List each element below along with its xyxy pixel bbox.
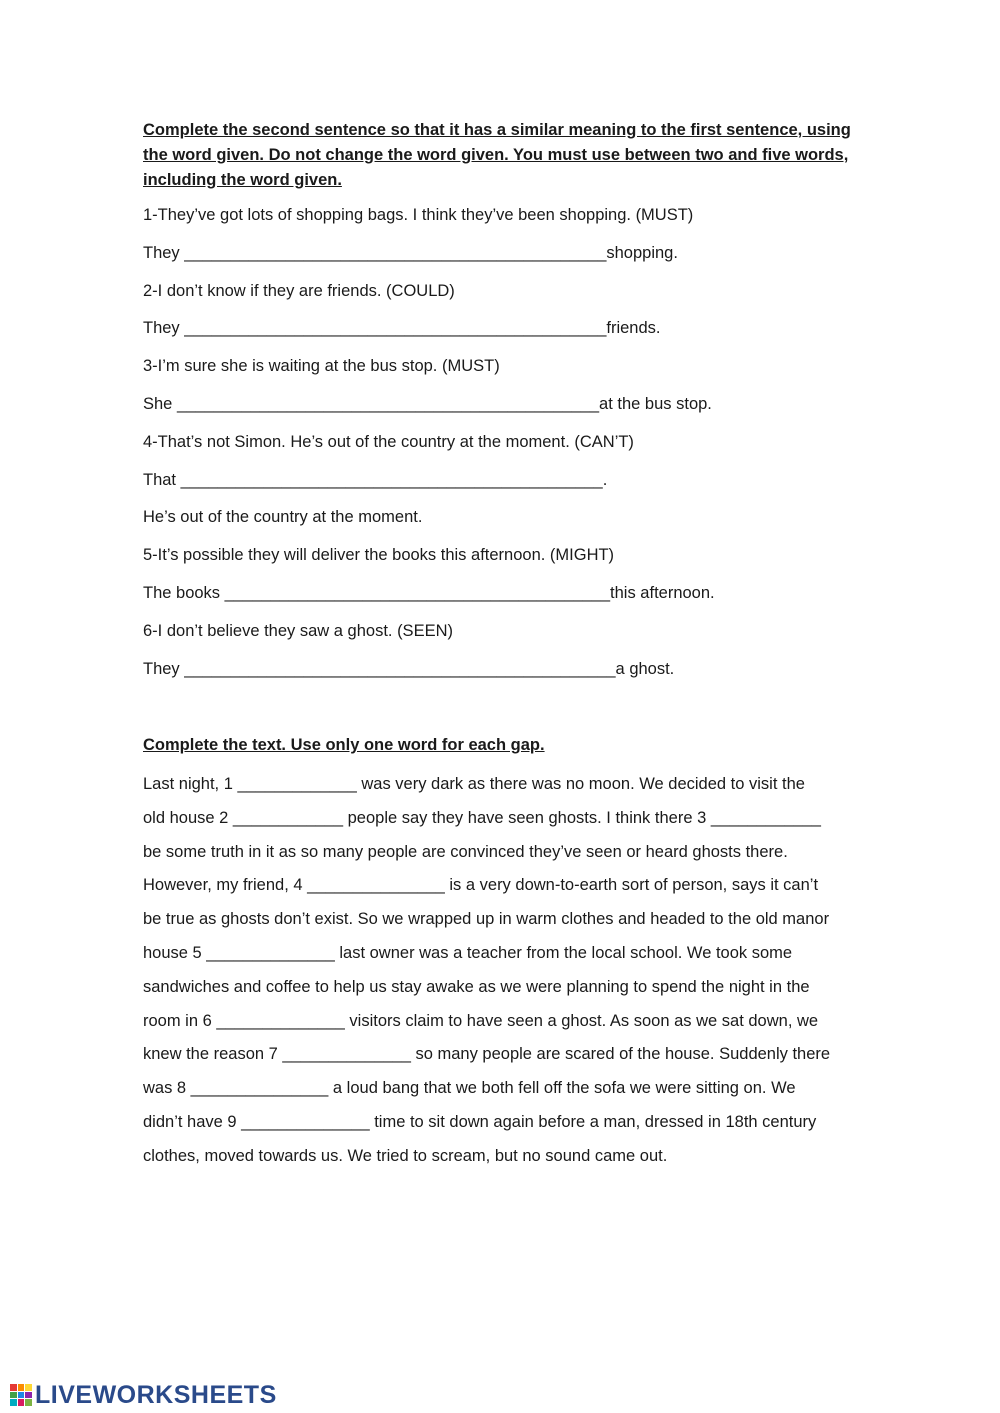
text-line: house 5 ______________ last owner was a teacher from the local school. We took some bbox=[143, 943, 793, 962]
text-line: be true as ghosts don’t exist. So we wrapped up in warm clothes and headed to the old manor bbox=[143, 910, 830, 929]
exercise-1-lines bbox=[143, 203, 863, 694]
exercise-line: They ______________________________________________shopping. bbox=[143, 243, 678, 262]
text-line: knew the reason 7 ______________ so many people are scared of the house. Suddenly there bbox=[143, 1045, 831, 1064]
logo-square bbox=[10, 1392, 17, 1399]
exercise-2-text bbox=[143, 768, 863, 1174]
exercise-line: That ______________________________________________. bbox=[143, 470, 608, 489]
logo-square bbox=[18, 1384, 25, 1391]
logo-text: LIVEWORKSHEETS bbox=[35, 1380, 277, 1409]
text-line: Last night, 1 _____________ was very dark as there was no moon. We decided to visit the bbox=[143, 775, 805, 793]
exercise-line: 3-I’m sure she is waiting at the bus stop. (MUST) bbox=[143, 357, 500, 376]
exercise-line: 4-That’s not Simon. He’s out of the country at the moment. (CAN’T) bbox=[143, 432, 634, 451]
liveworksheets-logo[interactable] bbox=[10, 1379, 277, 1411]
logo-square bbox=[18, 1392, 25, 1399]
exercise-1-instruction: Complete the second sentence so that it has a similar meaning to the first sentence, using the word given. Do not change the word given. You must use between two and five words, including the word given. bbox=[143, 121, 851, 189]
exercise-line: 2-I don’t know if they are friends. (COULD) bbox=[143, 281, 455, 300]
liveworksheets-logo-icon bbox=[10, 1384, 32, 1406]
exercise-line: The books __________________________________________this afternoon. bbox=[143, 583, 715, 602]
logo-square bbox=[18, 1399, 25, 1406]
text-line: However, my friend, 4 _______________ is a very down-to-earth sort of person, says it can’t bbox=[143, 876, 819, 895]
exercise-2 bbox=[143, 733, 863, 1174]
logo-square bbox=[25, 1384, 32, 1391]
exercise-1 bbox=[143, 118, 863, 694]
text-line: clothes, moved towards us. We tried to scream, but no sound came out. bbox=[143, 1146, 668, 1165]
logo-square bbox=[10, 1399, 17, 1406]
text-line: old house 2 ____________ people say they have seen ghosts. I think there 3 ____________ bbox=[143, 808, 821, 827]
exercise-line: 1-They’ve got lots of shopping bags. I think they’ve been shopping. (MUST) bbox=[143, 206, 694, 224]
text-line: be some truth in it as so many people are convinced they’ve seen or heard ghosts there. bbox=[143, 842, 788, 861]
text-line: room in 6 ______________ visitors claim to have seen a ghost. As soon as we sat down, we bbox=[143, 1011, 819, 1030]
logo-square bbox=[25, 1392, 32, 1399]
text-line: didn’t have 9 ______________ time to sit down again before a man, dressed in 18th century bbox=[143, 1112, 817, 1131]
exercise-line: 5-It’s possible they will deliver the books this afternoon. (MIGHT) bbox=[143, 546, 615, 565]
text-line: sandwiches and coffee to help us stay awake as we were planning to spend the night in the bbox=[143, 977, 810, 996]
text-line: was 8 _______________ a loud bang that we both fell off the sofa we were sitting on. We bbox=[143, 1079, 796, 1098]
exercise-2-instruction: Complete the text. Use only one word for each gap. bbox=[143, 736, 545, 754]
exercise-line: They _______________________________________________a ghost. bbox=[143, 659, 675, 678]
exercise-line: 6-I don’t believe they saw a ghost. (SEEN) bbox=[143, 621, 453, 640]
exercise-line: He’s out of the country at the moment. bbox=[143, 508, 423, 527]
logo-square bbox=[25, 1399, 32, 1406]
exercise-line: They ______________________________________________friends. bbox=[143, 319, 661, 338]
logo-square bbox=[10, 1384, 17, 1391]
exercise-line: She ______________________________________________at the bus stop. bbox=[143, 394, 712, 413]
